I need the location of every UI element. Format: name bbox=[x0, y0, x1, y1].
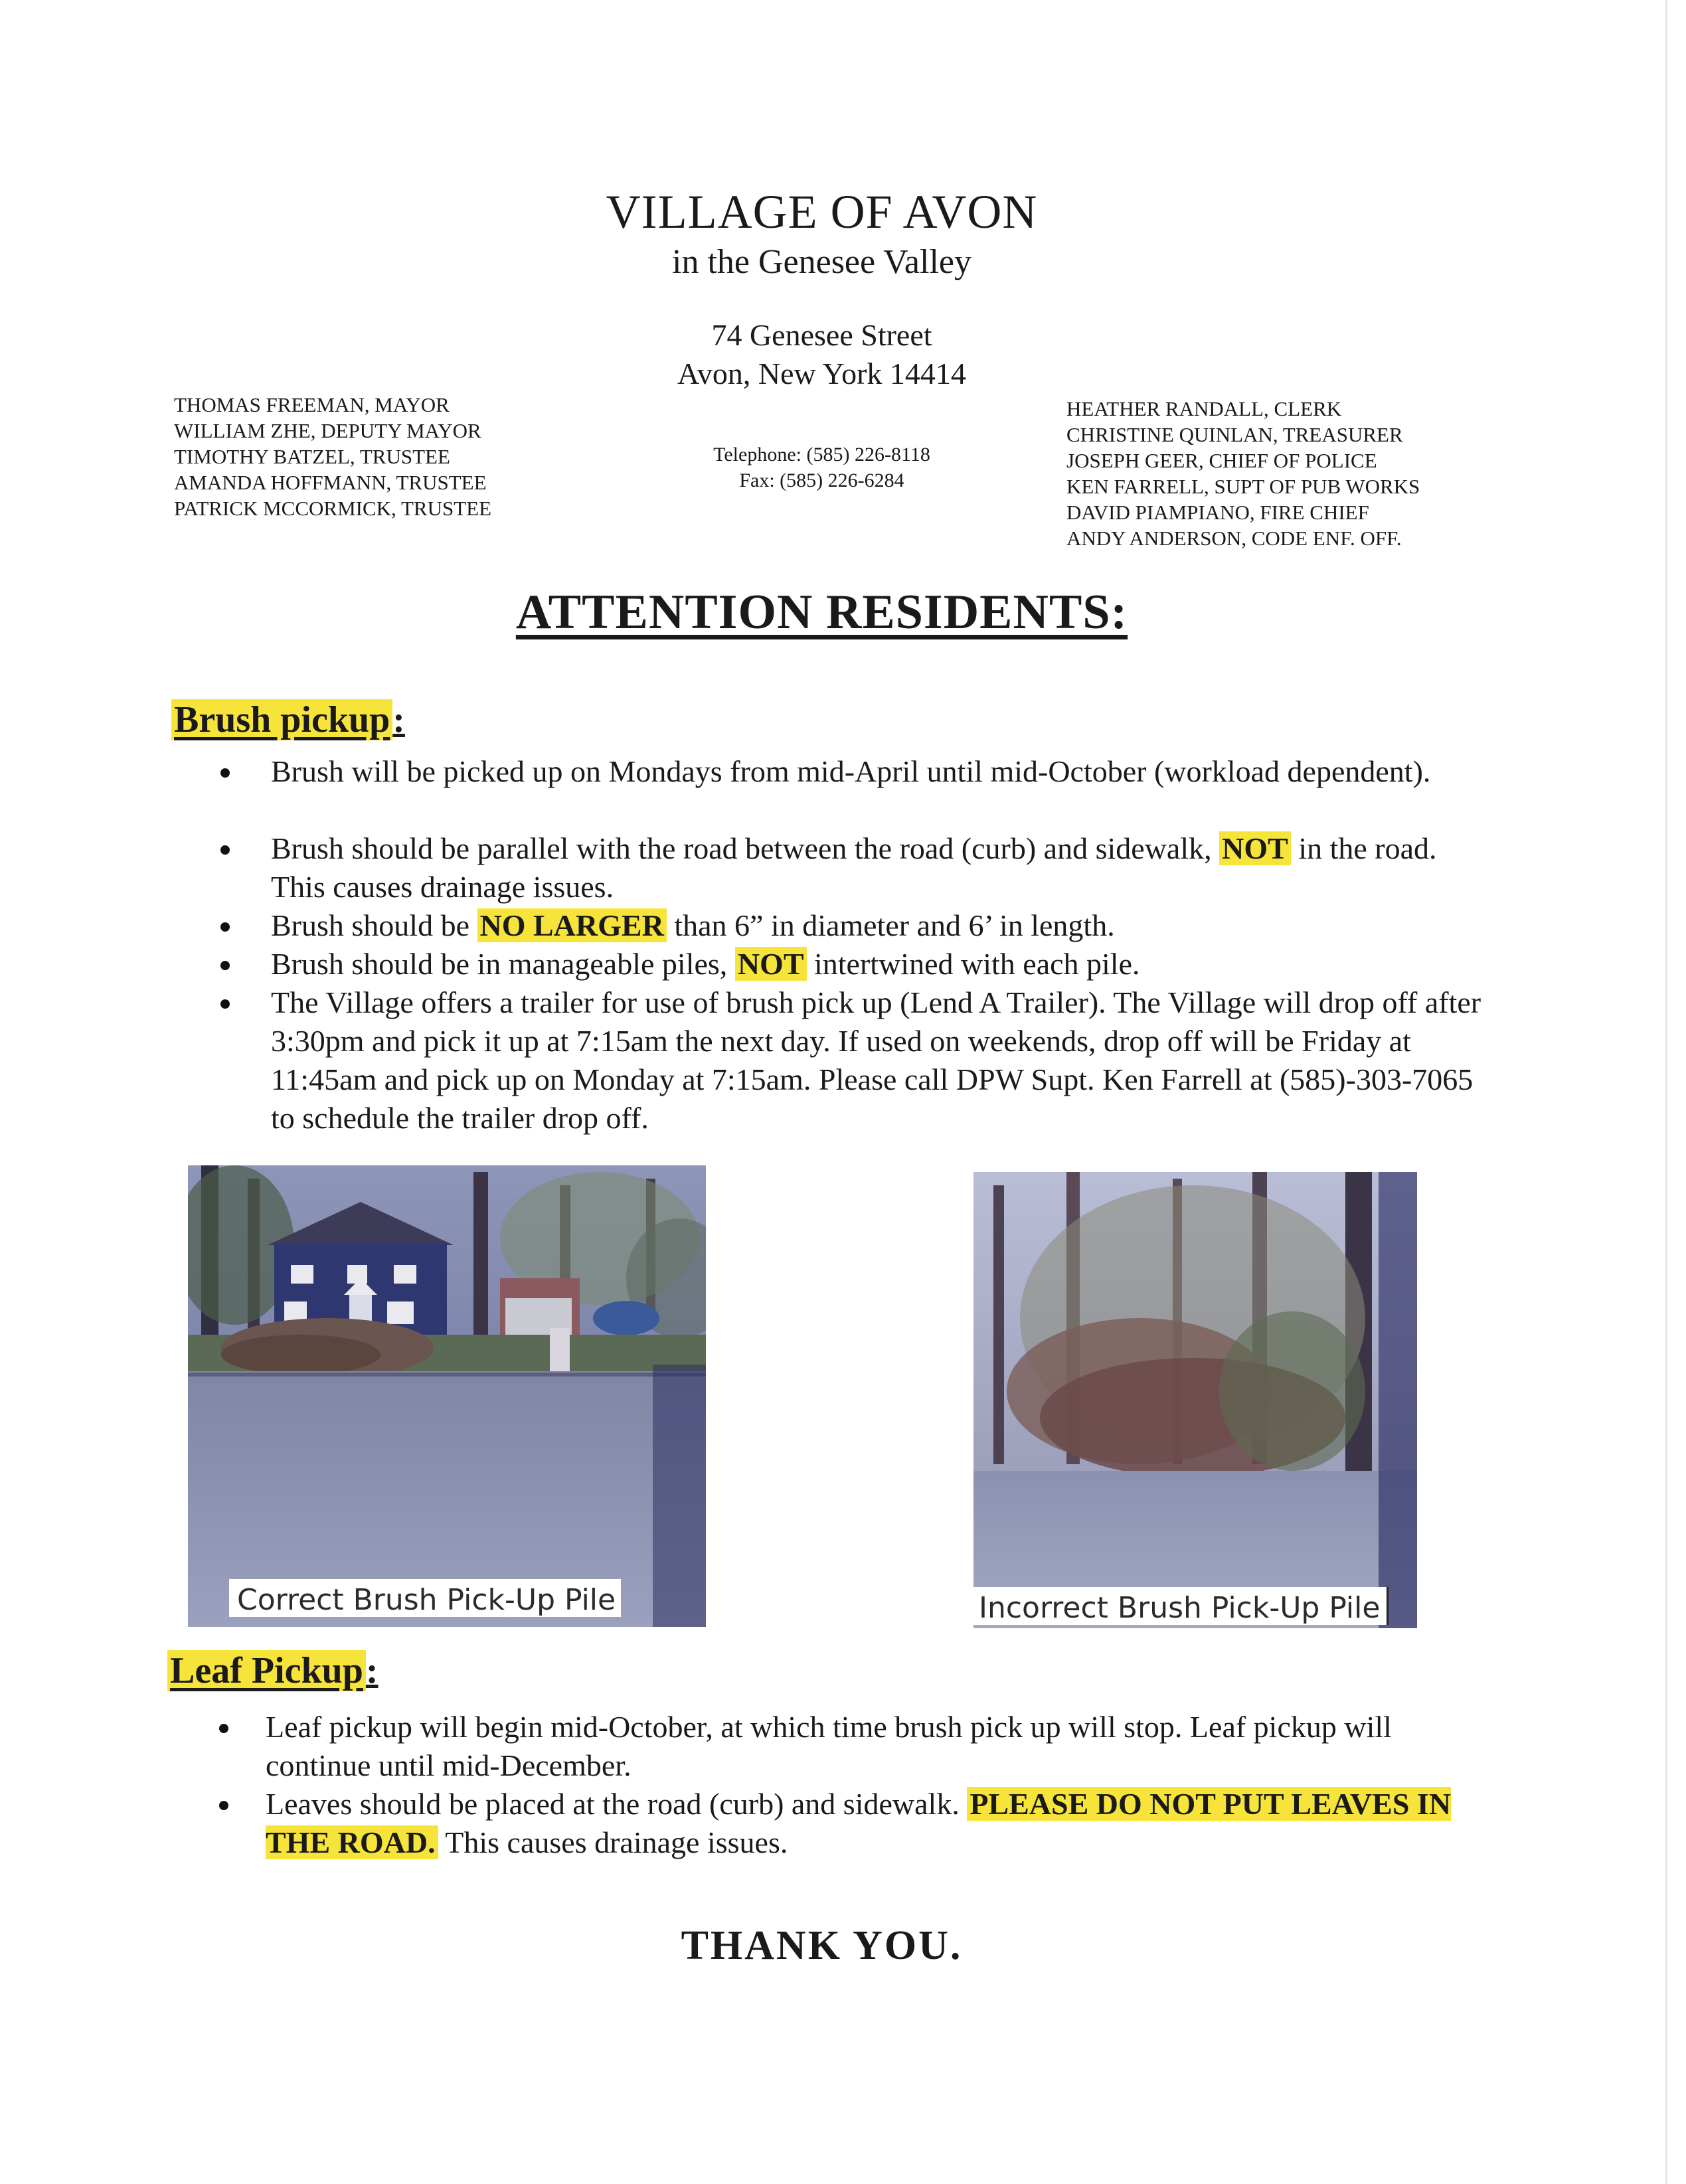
official-name: KEN FARRELL, SUPT OF PUB WORKS bbox=[1066, 475, 1420, 498]
bullet-icon bbox=[220, 845, 230, 855]
brush-rule-text: in the road. This causes drainage issues. bbox=[271, 831, 1437, 904]
street-address: 74 Genesee Street bbox=[711, 318, 932, 352]
official-name: CHRISTINE QUINLAN, TREASURER bbox=[1066, 423, 1403, 446]
official-name: WILLIAM ZHE, DEPUTY MAYOR bbox=[174, 419, 481, 442]
list-item bbox=[266, 1785, 1481, 1862]
woods-scene-image bbox=[973, 1172, 1417, 1628]
brush-pickup-heading bbox=[171, 699, 405, 741]
leaf-rules-list bbox=[266, 1708, 1481, 1862]
incorrect-pile-caption: Incorrect Brush Pick-Up Pile bbox=[973, 1587, 1389, 1625]
leaf-heading-text: Leaf Pickup bbox=[167, 1650, 366, 1691]
officials-list-left bbox=[174, 392, 491, 521]
leaf-heading-colon: : bbox=[365, 1650, 379, 1691]
brush-rule-text: than 6” in diameter and 6’ in length. bbox=[666, 908, 1115, 942]
list-item bbox=[271, 906, 1486, 945]
official-name: AMANDA HOFFMANN, TRUSTEE bbox=[174, 471, 487, 494]
thank-you-closing: THANK YOU. bbox=[681, 1923, 963, 1968]
bullet-icon bbox=[220, 922, 230, 932]
list-item bbox=[271, 983, 1486, 1137]
scan-edge-line bbox=[1665, 0, 1667, 2184]
brush-rules-list bbox=[271, 752, 1486, 1137]
brush-rule-text: intertwined with each pile. bbox=[806, 947, 1140, 981]
official-name: ANDY ANDERSON, CODE ENF. OFF. bbox=[1066, 527, 1402, 550]
brush-heading-colon: : bbox=[392, 699, 405, 740]
brush-rule-text: Brush should be in manageable piles, bbox=[271, 947, 735, 981]
attention-heading: ATTENTION RESIDENTS: bbox=[515, 585, 1128, 639]
correct-pile-caption: Correct Brush Pick-Up Pile bbox=[229, 1579, 621, 1617]
house-scene-image bbox=[188, 1165, 706, 1627]
village-title: VILLAGE OF AVON bbox=[606, 185, 1038, 238]
bullet-icon bbox=[219, 1801, 228, 1810]
village-subtitle: in the Genesee Valley bbox=[672, 243, 971, 281]
brush-rule-text: Brush should be parallel with the road between the road (curb) and sidewalk, bbox=[271, 831, 1220, 865]
officials-list-right bbox=[1066, 396, 1420, 551]
leaf-pickup-heading bbox=[167, 1649, 379, 1692]
highlight-no-larger: NO LARGER bbox=[477, 908, 667, 942]
official-name: TIMOTHY BATZEL, TRUSTEE bbox=[174, 445, 450, 468]
list-item bbox=[271, 752, 1486, 829]
brush-rule-text: Brush will be picked up on Mondays from mid-April until mid-October (workload dependent). bbox=[271, 754, 1431, 788]
leaf-rule-text: This causes drainage issues. bbox=[438, 1825, 788, 1859]
bullet-icon bbox=[219, 1724, 228, 1733]
official-name: DAVID PIAMPIANO, FIRE CHIEF bbox=[1066, 501, 1369, 524]
leaf-rule-text: Leaf pickup will begin mid-October, at which time brush pick up will stop. Leaf pickup will continue until mid-December. bbox=[266, 1710, 1392, 1782]
leaf-rule-text: Leaves should be placed at the road (curb) and sidewalk. bbox=[266, 1787, 968, 1821]
correct-pile-photo bbox=[188, 1165, 706, 1627]
brush-heading-text: Brush pickup bbox=[171, 699, 392, 740]
list-item bbox=[266, 1708, 1481, 1785]
official-name: JOSEPH GEER, CHIEF OF POLICE bbox=[1066, 449, 1377, 472]
brush-rule-text: Brush should be bbox=[271, 908, 477, 942]
highlight-not: NOT bbox=[1219, 831, 1291, 865]
official-name: HEATHER RANDALL, CLERK bbox=[1066, 397, 1342, 420]
bullet-icon bbox=[220, 999, 230, 1009]
highlight-not: NOT bbox=[735, 947, 807, 981]
fax-number: Fax: (585) 226-6284 bbox=[739, 469, 904, 491]
list-item bbox=[271, 945, 1486, 983]
incorrect-pile-photo bbox=[973, 1172, 1417, 1628]
bullet-icon bbox=[220, 961, 230, 970]
brush-rule-text: The Village offers a trailer for use of brush pick up (Lend A Trailer). The Village will drop off after 3:30pm and pick it up at 7:15am the next day. If used on weekends, drop off will be Friday at 11:45am and pick up on Monday at 7:15am. Please call DPW Supt. Ken Farrell at (585)-303-7065 to schedule the trailer drop off. bbox=[271, 985, 1481, 1135]
highlight-do-not-put-leaves: PLEASE DO NOT PUT LEAVES IN THE ROAD. bbox=[266, 1787, 1452, 1859]
list-item bbox=[271, 829, 1486, 906]
official-name: PATRICK MCCORMICK, TRUSTEE bbox=[174, 497, 492, 520]
official-name: THOMAS FREEMAN, MAYOR bbox=[174, 393, 450, 416]
telephone-number: Telephone: (585) 226-8118 bbox=[713, 444, 930, 465]
city-state-zip: Avon, New York 14414 bbox=[677, 357, 966, 390]
bullet-icon bbox=[220, 768, 230, 778]
